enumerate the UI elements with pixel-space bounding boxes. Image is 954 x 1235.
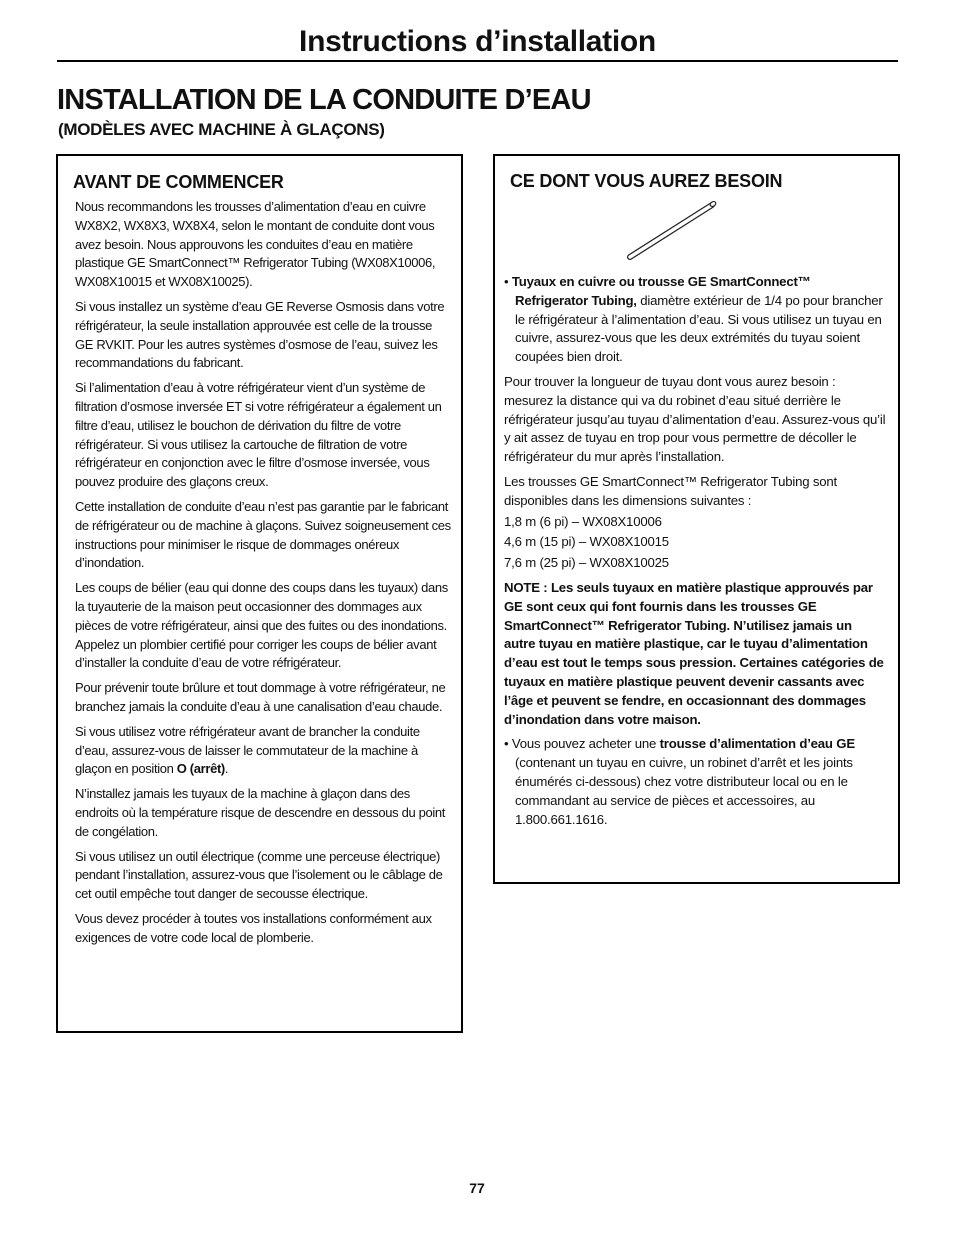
what-you-need-heading: CE DONT VOUS AUREZ BESOIN [510,171,783,191]
bullet-tubing: • Tuyaux en cuivre ou trousse GE SmartConnect™ Refrigerator Tubing, diamètre extérieur de 1/4 po pour brancher le réfrigérateur à l’alimentation d’eau. Si vous utilisez un tuyau en cuivre, assurez-vous que les deux extrémités du tuyau soient coupées bien droit. [504,274,883,365]
paragraph-water-hammer: Les coups de bélier (eau qui donne des coups dans les tuyaux) dans la tuyauterie de la maison peut occasionner des dommages aux pièces de votre réfrigérateur, ainsi que des fuites ou des inondations. Appelez un plombier certifié pour corriger les coups de bélier avant d’installer la conduite d’eau de votre réfrigérateur. [75,580,448,671]
paragraph-measure-length: Pour trouver la longueur de tuyau dont vous aurez besoin : mesurez la distance qui va du robinet d’eau situé derrière le réfrigérateur jusqu’au tuyau d’alimentation d’eau. Assurez-vous qu’il y ait assez de tuyau en trop pour vous permettre de décoller le réfrigérateur du mur après l’installation. [504,373,886,465]
page-number: 77 [469,1180,485,1196]
before-you-begin-heading: AVANT DE COMMENCER [73,172,284,192]
paragraph-filter-bypass: Si l’alimentation d’eau à votre réfrigérateur vient d’un système de filtration d’osmose inversée ET si votre réfrigérateur a également un filtre d’eau, utilisez le bouchon de dérivation du filtre de votre réfrigérateur. Si vous utilisez la cartouche de filtration de votre réfrigérateur en conjonction avec le filtre d’osmose inversée, vous pouvez produire des glaçons creux. [75,380,442,490]
paragraph-freezing: N’installez jamais les tuyaux de la machine à glaçon dans des endroits où la température risque de descendre en dessous du point de congélation. [75,786,446,839]
note-plastic-tubing: NOTE : Les seuls tuyaux en matière plastique approuvés par GE sont ceux qui font fournis dans les trousses GE SmartConnect™ Refrigerator Tubing. N’utilisez jamais un autre tuyau en matière plastique, car le tuyau d’alimentation d’eau est tout le temps sous pression. Certaines catégories de tuyaux en matière plastique peuvent devenir cassants avec l’âge et peuvent se fendre, en occasionnant des dommages d’inondation dans votre maison. [504,579,884,727]
paragraph-available-sizes: Les trousses GE SmartConnect™ Refrigerator Tubing sont disponibles dans les dimensions suivantes : [504,473,837,508]
what-you-need-box [493,154,900,884]
section-title: INSTALLATION DE LA CONDUITE D’EAU [57,84,591,116]
off-position-label: O (arrêt) [176,761,225,777]
bullet-supply-kit: • Vous pouvez acheter une trousse d’alimentation d’eau GE (contenant un tuyau en cuivre, un robinet d’arrêt et les joints énumérés ci-dessous) chez votre distributeur local ou en le commandant au service de pièces et accessoires, au 1.800.661.1616. [504,736,855,827]
size-item: 4,6 m (15 pi) – WX08X10015 [504,534,669,550]
page-header [57,22,898,62]
paragraph-plumbing-code: Vous devez procéder à toutes vos installations conformément aux exigences de votre code local de plomberie. [75,910,432,945]
page-title: Instructions d’installation [299,25,656,58]
section-subtitle: (MODÈLES AVEC MACHINE À GLAÇONS) [58,120,385,139]
paragraph-hot-water: Pour prévenir toute brûlure et tout dommage à votre réfrigérateur, ne branchez jamais la conduite d’eau à une canalisation d’eau chaude. [75,680,446,714]
size-item: 7,6 m (25 pi) – WX08X10025 [504,555,669,571]
paragraph-copper-kits: Nous recommandons les trousses d’alimentation d’eau en cuivre WX8X2, WX8X3, WX8X4, selon le montant de conduite dont vous avez besoin. Nous approuvons les conduites d’eau en matière plastique GE SmartConnect™ Refrigerator Tubing (WX08X10006, WX08X10015 et WX08X10025). [75,199,436,290]
paragraph-icemaker-off: Si vous utilisez votre réfrigérateur avant de brancher la conduite d’eau, assurez-vous de laisser le commutateur de la machine à glaçon en position O (arrêt). [75,723,420,777]
tubing-icon [622,197,722,263]
paragraph-reverse-osmosis: Si vous installez un système d’eau GE Reverse Osmosis dans votre réfrigérateur, la seule installation approuvée est celle de la trousse GE RVKIT. Pour les autres systèmes d’osmose de l’eau, suivez les recommandations du fabricant. [75,298,445,371]
paragraph-warranty: Cette installation de conduite d’eau n’est pas garantie par le fabricant de réfrigérateur ou de machine à glaçons. Suivez soigneusement ces instructions pour minimiser le risque de dommages onéreux d’inondation. [75,498,451,571]
size-item: 1,8 m (6 pi) – WX08X10006 [504,513,662,529]
paragraph-power-tool: Si vous utilisez un outil électrique (comme une perceuse électrique) pendant l’installation, assurez-vous que l’isolement ou le câblage de cet outil empêche tout danger de secousse électrique. [75,848,443,902]
before-you-begin-box [56,154,463,1033]
